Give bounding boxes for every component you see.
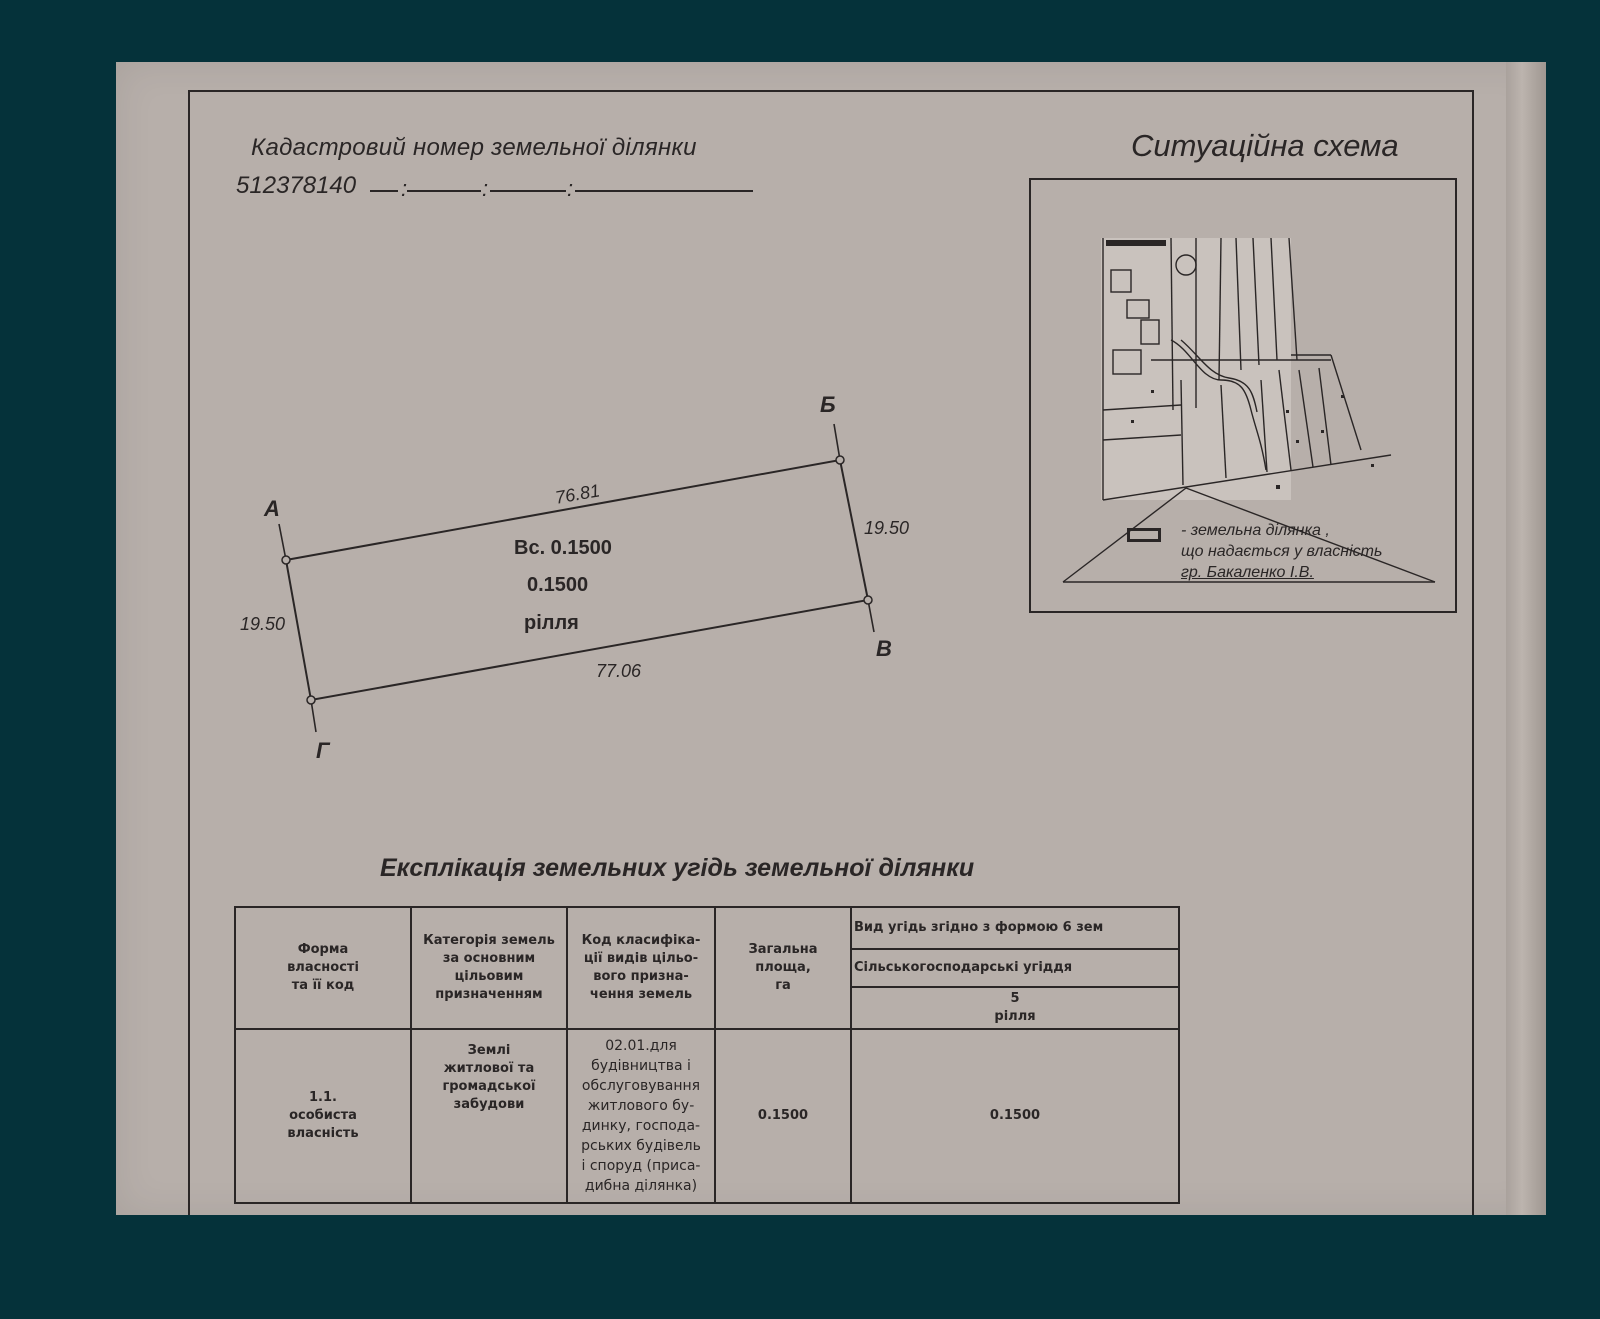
tick-a bbox=[279, 524, 286, 560]
header-total-area: Загальна площа, га bbox=[715, 907, 851, 1029]
side-length-top: 76.81 bbox=[553, 480, 602, 508]
table-row bbox=[235, 1029, 1179, 1203]
header-code: Код класифіка- ції видів цільо- вого призна- чення земель bbox=[567, 907, 715, 1029]
svg-text::: : bbox=[401, 176, 408, 201]
header-ownership: Форма власності та її код bbox=[235, 907, 411, 1029]
document-sheet bbox=[116, 62, 1546, 1215]
situational-scheme-box bbox=[1029, 178, 1457, 613]
parcel-drawing bbox=[116, 62, 1116, 822]
explication-table bbox=[234, 906, 1180, 1204]
side-length-right: 19.50 bbox=[864, 518, 910, 538]
paper-edge bbox=[1506, 62, 1546, 1215]
explication-title: Експлікація земельних угідь земельної ділянки bbox=[380, 854, 975, 882]
vertex-v bbox=[864, 596, 872, 604]
legend-line-3: гр. Бакаленко І.В. bbox=[1181, 564, 1314, 581]
corner-label-v: В bbox=[876, 636, 892, 661]
cell-arable-area: 0.1500 bbox=[851, 1029, 1179, 1203]
header-category: Категорія земель за основним цільовим призначенням bbox=[411, 907, 567, 1029]
cell-category: Землі житлової та громадської забудови bbox=[411, 1029, 567, 1203]
parcel-area-total: Вс. 0.1500 bbox=[514, 537, 612, 559]
tick-v bbox=[868, 600, 874, 632]
parcel-land-type: рілля bbox=[524, 612, 579, 634]
legend-parcel-symbol bbox=[1127, 528, 1161, 542]
tick-g bbox=[311, 700, 316, 732]
vertex-g bbox=[307, 696, 315, 704]
situational-scheme-title: Ситуаційна схема bbox=[1131, 128, 1399, 163]
side-length-left: 19.50 bbox=[240, 614, 286, 634]
cadastral-number-title: Кадастровий номер земельної ділянки bbox=[251, 134, 697, 161]
side-length-bottom: 77.06 bbox=[596, 661, 642, 681]
vertex-b bbox=[836, 456, 844, 464]
svg-text::: : bbox=[567, 176, 574, 201]
vertex-a bbox=[282, 556, 290, 564]
cadastral-number-prefix: 512378140 bbox=[236, 172, 357, 199]
legend-text bbox=[1181, 520, 1382, 583]
cell-total-area: 0.1500 bbox=[715, 1029, 851, 1203]
corner-label-a: А bbox=[264, 496, 280, 521]
header-land-use-group: Вид угідь згідно з формою 6 зем bbox=[851, 907, 1179, 949]
corner-label-g: Г bbox=[316, 738, 330, 763]
cell-purpose-code: 02.01.для будівництва і обслуговування житлового бу- динку, господа- рських будівель і споруд (приса- дибна ділянка) bbox=[567, 1029, 715, 1203]
cell-ownership: 1.1. особиста власність bbox=[235, 1029, 411, 1203]
legend-line-1: - земельна ділянка , bbox=[1181, 522, 1330, 539]
svg-text::: : bbox=[482, 176, 489, 201]
corner-label-b: Б bbox=[820, 392, 836, 417]
tick-b bbox=[834, 424, 840, 460]
header-arable-column: 5 рілля bbox=[851, 987, 1179, 1029]
legend-line-2: що надається у власність bbox=[1181, 543, 1383, 560]
parcel-area-value: 0.1500 bbox=[527, 574, 589, 596]
header-agricultural-land: Сільськогосподарські угіддя bbox=[851, 949, 1179, 987]
